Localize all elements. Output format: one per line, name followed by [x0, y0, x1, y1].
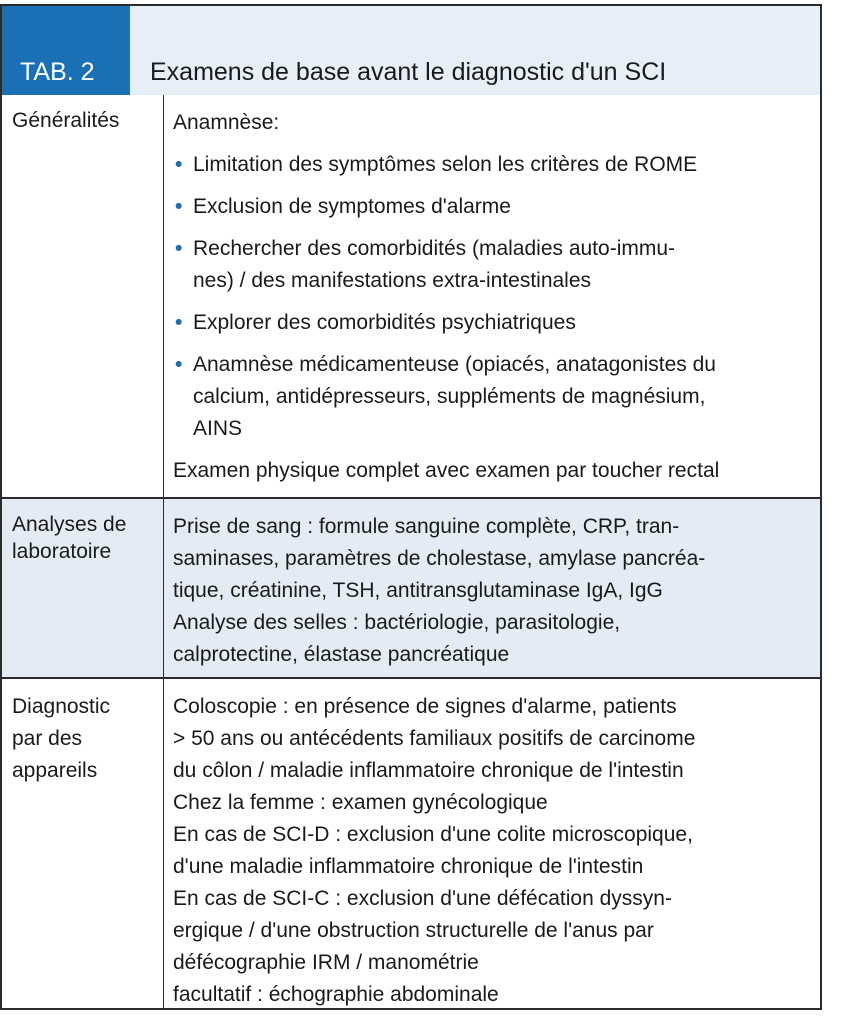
row-content — [173, 511, 813, 671]
physical-exam-text: Examen physique complet avec examen par toucher rectal — [173, 459, 720, 482]
content-line: Prise de sang : formule sanguine complète, CRP, tran- — [173, 515, 680, 538]
list-item — [173, 349, 813, 445]
anamnesis-heading: Anamnèse: — [173, 111, 280, 134]
list-item — [173, 307, 813, 339]
row-label-line: laboratoire — [12, 540, 112, 563]
list-item-text: Rechercher des comorbidités (maladies auto-immu- — [193, 237, 676, 260]
content-line: En cas de SCI-C : exclusion d'une défécation dyssyn- — [173, 887, 672, 910]
content-line: > 50 ans ou antécédents familiaux positifs de carcinome — [173, 727, 696, 750]
content-line: En cas de SCI-D : exclusion d'une colite microscopique, — [173, 823, 693, 846]
content-line: facultatif : échographie abdominale — [173, 983, 499, 1006]
row-label-line: appareils — [12, 759, 98, 782]
list-item-text: Limitation des symptômes selon les critères de ROME — [193, 153, 698, 176]
bullet-icon: • — [175, 353, 183, 376]
list-item — [173, 191, 813, 223]
table-row-generalites — [2, 95, 820, 499]
bullet-icon: • — [175, 311, 183, 334]
content-line: ergique / d'une obstruction structurelle de l'anus par — [173, 919, 654, 942]
table-row-diagnostic — [2, 679, 820, 1008]
row-label-line: par des — [12, 727, 83, 750]
content-line: d'une maladie inflammatoire chronique de l'intestin — [173, 855, 644, 878]
table-header — [2, 6, 820, 97]
content-line: Analyse des selles : bactériologie, parasitologie, — [173, 611, 621, 634]
content-line: Coloscopie : en présence de signes d'alarme, patients — [173, 695, 677, 718]
row-content — [173, 107, 813, 487]
row-label — [12, 511, 157, 565]
row-label — [12, 107, 157, 134]
content-line: défécographie IRM / manométrie — [173, 951, 479, 974]
table-row-laboratoire — [2, 499, 820, 679]
list-item-text: nes) / des manifestations extra-intestinales — [193, 269, 592, 292]
table-title: Examens de base avant le diagnostic d'un SCI — [150, 58, 667, 86]
content-line: tique, créatinine, TSH, antitransglutaminase IgA, IgG — [173, 579, 663, 602]
table-number-label: TAB. 2 — [2, 6, 130, 95]
row-content — [173, 691, 813, 1011]
column-divider — [163, 499, 164, 677]
row-label-line: Diagnostic — [12, 695, 111, 718]
bullet-icon: • — [175, 153, 183, 176]
list-item-text: Exclusion de symptomes d'alarme — [193, 195, 511, 218]
list-item — [173, 233, 813, 297]
list-item-text: Anamnèse médicamenteuse (opiacés, anatagonistes du — [193, 353, 716, 376]
row-label — [12, 691, 157, 787]
row-label-line: Analyses de — [12, 513, 127, 536]
content-line: du côlon / maladie inflammatoire chronique de l'intestin — [173, 759, 684, 782]
list-item-text: calcium, antidépresseurs, suppléments de magnésium, — [193, 385, 706, 408]
content-line: calprotectine, élastase pancréatique — [173, 643, 510, 666]
column-divider — [163, 679, 164, 1008]
content-line: saminases, paramètres de cholestase, amylase pancréa- — [173, 547, 706, 570]
list-item-text: Explorer des comorbidités psychiatriques — [193, 311, 576, 334]
exam-table — [0, 4, 822, 1010]
content-line: Chez la femme : examen gynécologique — [173, 791, 548, 814]
list-item — [173, 149, 813, 181]
bullet-icon: • — [175, 237, 183, 260]
column-divider — [163, 95, 164, 497]
list-item-text: AINS — [193, 417, 243, 440]
bullet-icon: • — [175, 195, 183, 218]
row-label-line: Généralités — [12, 109, 120, 132]
